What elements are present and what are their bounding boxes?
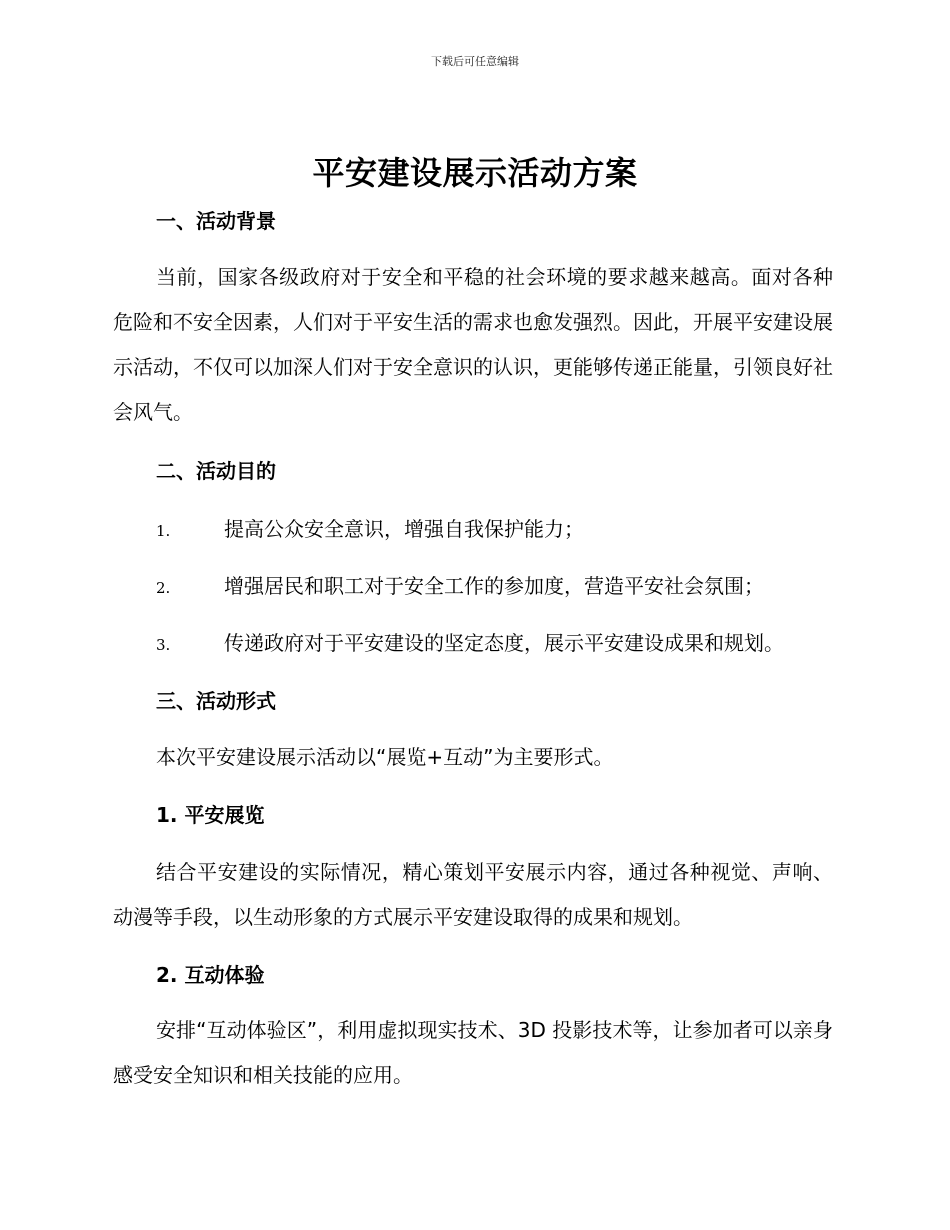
section-heading-purpose: 二、活动目的 <box>156 459 276 483</box>
section-heading-background: 一、活动背景 <box>156 209 276 233</box>
list-item-text: 提高公众安全意识，增强自我保护能力； <box>224 517 584 541</box>
list-item-number: 1. <box>156 522 171 540</box>
document-title: 平安建设展示活动方案 <box>312 154 638 192</box>
page-header-note: 下载后可任意编辑 <box>431 55 519 68</box>
list-item-number: 3. <box>156 636 171 654</box>
list-item <box>156 514 584 546</box>
list-item <box>156 628 784 660</box>
list-item <box>156 571 764 603</box>
format-intro: 本次平安建设展示活动以“展览+互动”为主要形式。 <box>156 745 614 769</box>
list-item-text: 增强居民和职工对于安全工作的参加度，营造平安社会氛围； <box>224 574 764 598</box>
subsection-heading-interaction: 2. 互动体验 <box>156 963 265 987</box>
section-heading-format: 三、活动形式 <box>156 689 276 713</box>
subsection-heading-exhibition: 1. 平安展览 <box>156 803 265 827</box>
background-paragraph: 当前，国家各级政府对于安全和平稳的社会环境的要求越来越高。面对各种危险和不安全因素，人们对于平安生活的需求也愈发强烈。因此，开展平安建设展示活动，不仅可以加深人们对于安全意识的认识，更能够传递正能量，引领良好社会风气。 <box>113 265 833 424</box>
interaction-paragraph: 安排“互动体验区”，利用虚拟现实技术、3D 投影技术等，让参加者可以亲身感受安全知识和相关技能的应用。 <box>113 1018 833 1087</box>
list-item-text: 传递政府对于平安建设的坚定态度，展示平安建设成果和规划。 <box>224 631 784 655</box>
exhibition-paragraph: 结合平安建设的实际情况，精心策划平安展示内容，通过各种视觉、声响、动漫等手段，以生动形象的方式展示平安建设取得的成果和规划。 <box>113 860 833 929</box>
list-item-number: 2. <box>156 579 171 597</box>
